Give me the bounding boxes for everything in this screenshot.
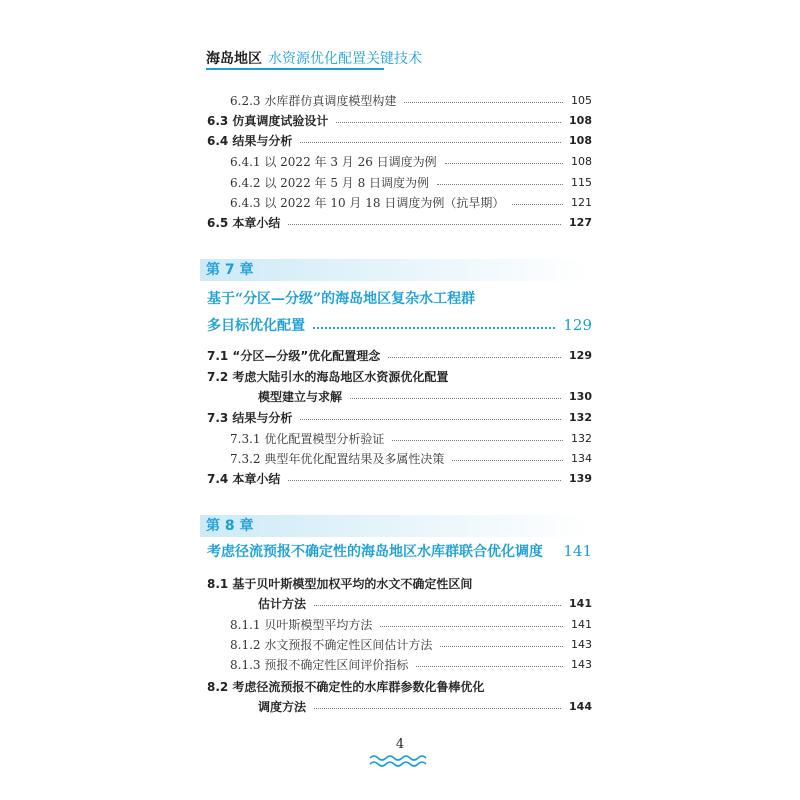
running-header — [206, 48, 422, 70]
toc-entry[interactable] — [258, 697, 592, 715]
chapter-7-page: 129 — [563, 316, 592, 334]
toc-entry[interactable] — [230, 615, 592, 633]
entry-label: 7.3.1 优化配置模型分析验证 — [230, 431, 385, 446]
toc-entry[interactable] — [207, 213, 592, 231]
entry-page: 143 — [571, 637, 592, 651]
toc-entry[interactable] — [207, 574, 592, 592]
wave-ornament-icon — [368, 752, 432, 770]
chapter-8-bar — [200, 515, 590, 537]
entry-label: 6.4.2 以 2022 年 5 月 8 日调度为例 — [230, 175, 430, 190]
entry-page: 132 — [569, 410, 592, 424]
leader-dots — [388, 357, 561, 358]
chapter-8-page: 141 — [563, 542, 592, 560]
entry-label: 6.4.3 以 2022 年 10 月 18 日调度为例（抗旱期） — [230, 195, 505, 210]
chapter-8-title: 考虑径流预报不确定性的海岛地区水库群联合优化调度 — [207, 544, 543, 560]
entry-page: 108 — [569, 113, 592, 127]
entry-label: 7.2 考虑大陆引水的海岛地区水资源优化配置 — [207, 369, 449, 384]
toc-entry[interactable] — [207, 408, 592, 426]
toc-entry[interactable] — [207, 111, 592, 129]
header-underline — [206, 68, 384, 70]
entry-label: 6.4 结果与分析 — [207, 133, 293, 148]
entry-page: 129 — [569, 348, 592, 362]
header-title-bold: 海岛地区 — [206, 51, 262, 67]
entry-label: 7.3 结果与分析 — [207, 410, 293, 425]
entry-page: 127 — [569, 215, 592, 229]
entry-page: 141 — [569, 596, 592, 610]
leader-dots — [314, 605, 561, 606]
entry-label: 调度方法 — [258, 699, 307, 714]
chapter-8-label: 第 8 章 — [206, 518, 254, 534]
chapter-7-bar — [200, 259, 590, 281]
chapter-7-title-line2: 多目标优化配置 — [207, 318, 305, 334]
toc-entry[interactable] — [258, 387, 592, 405]
page-number: 4 — [395, 737, 405, 752]
entry-page: 144 — [569, 699, 592, 713]
leader-dots — [314, 708, 561, 709]
entry-label: 8.1.2 水文预报不确定性区间估计方法 — [230, 637, 433, 652]
toc-entry[interactable] — [230, 449, 592, 467]
chapter-7-label: 第 7 章 — [206, 262, 254, 278]
leader-dots — [313, 327, 555, 329]
toc-entry[interactable] — [230, 429, 592, 447]
chapter-8-title-entry[interactable] — [207, 540, 592, 562]
entry-page: 134 — [571, 451, 592, 465]
entry-label: 6.5 本章小结 — [207, 215, 281, 230]
leader-dots — [300, 142, 561, 143]
leader-dots — [452, 460, 563, 461]
entry-label: 7.3.2 典型年优化配置结果及多属性决策 — [230, 451, 445, 466]
entry-page: 141 — [571, 617, 592, 631]
entry-page: 105 — [571, 93, 592, 107]
toc-entry[interactable] — [230, 193, 592, 211]
entry-label: 估计方法 — [258, 596, 307, 611]
entry-label: 6.3 仿真调度试验设计 — [207, 113, 329, 128]
entry-page: 108 — [571, 154, 592, 168]
leader-dots — [437, 184, 563, 185]
leader-dots — [440, 646, 563, 647]
toc-entry[interactable] — [207, 367, 592, 385]
toc-entry[interactable] — [258, 594, 592, 612]
leader-dots — [350, 398, 561, 399]
entry-page: 132 — [571, 431, 592, 445]
toc-entry[interactable] — [230, 173, 592, 191]
entry-page: 139 — [569, 471, 592, 485]
entry-label: 8.1.3 预报不确定性区间评价指标 — [230, 657, 409, 672]
leader-dots — [404, 102, 563, 103]
entry-page: 121 — [571, 195, 592, 209]
toc-entry[interactable] — [207, 131, 592, 149]
entry-label: 6.4.1 以 2022 年 3 月 26 日调度为例 — [230, 154, 437, 169]
toc-entry[interactable] — [207, 469, 592, 487]
toc-entry[interactable] — [230, 635, 592, 653]
entry-page: 143 — [571, 657, 592, 671]
leader-dots — [512, 204, 563, 205]
leader-dots — [300, 419, 561, 420]
entry-label: 6.2.3 水库群仿真调度模型构建 — [230, 93, 397, 108]
entry-label: 8.1.1 贝叶斯模型平均方法 — [230, 617, 373, 632]
toc-entry[interactable] — [230, 655, 592, 673]
toc-entry[interactable] — [230, 152, 592, 170]
entry-page: 115 — [571, 175, 592, 189]
leader-dots — [416, 666, 563, 667]
entry-page: 130 — [569, 389, 592, 403]
entry-label: 7.1 “分区—分级”优化配置理念 — [207, 348, 381, 363]
leader-dots — [380, 626, 563, 627]
leader-dots — [288, 480, 561, 481]
chapter-7-title-entry[interactable] — [207, 314, 592, 336]
header-title-color: 水资源优化配置关键技术 — [268, 51, 422, 67]
toc-entry[interactable] — [230, 91, 592, 109]
leader-dots — [445, 163, 563, 164]
entry-label: 8.2 考虑径流预报不确定性的水库群参数化鲁棒优化 — [207, 679, 485, 694]
leader-dots — [336, 122, 561, 123]
toc-entry[interactable] — [207, 677, 592, 695]
leader-dots — [392, 440, 563, 441]
toc-entry[interactable] — [207, 346, 592, 364]
entry-label: 8.1 基于贝叶斯模型加权平均的水文不确定性区间 — [207, 576, 473, 591]
entry-label: 模型建立与求解 — [258, 389, 343, 404]
entry-page: 108 — [569, 133, 592, 147]
entry-label: 7.4 本章小结 — [207, 471, 281, 486]
leader-dots — [288, 224, 561, 225]
chapter-7-title-line1[interactable]: 基于“分区—分级”的海岛地区复杂水工程群 — [207, 291, 476, 307]
